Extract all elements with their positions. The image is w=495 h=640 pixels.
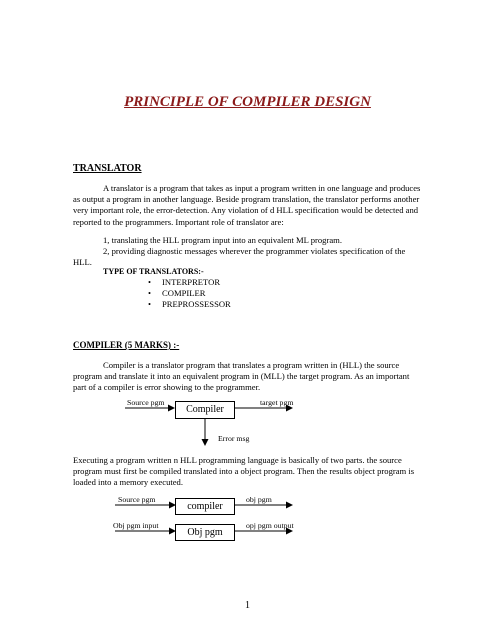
- list-item: • INTERPRETOR: [148, 277, 231, 288]
- types-heading: TYPE OF TRANSLATORS:-: [103, 267, 204, 276]
- compiler-box: Compiler: [175, 401, 235, 419]
- source-pgm-label: Source pgm: [127, 398, 165, 407]
- compiler-paragraph-2: Executing a program written n HLL programming language is basically of two parts. the source program must first be compiled translated into a object program. Then the results object program is loaded into a memory executed.: [73, 455, 415, 488]
- translator-paragraph: A translator is a program that takes as input a program written in one language and produces as output a program in another language. Beside program translation, the translator performs another very important role, the error-detection. Any violation of d HLL specification would be detected and reported to the programmers. Important role of translator are:: [73, 183, 421, 227]
- list-item: • PREPROSSESSOR: [148, 299, 231, 310]
- obj-pgm-box: Obj pgm: [175, 524, 235, 541]
- target-pgm-label: target pgm: [260, 398, 294, 407]
- compiler-paragraph: Compiler is a translator program that translates a program written in (HLL) the source program and translate it into an equivalent program in (MLL) the target program. As an important part of a compiler is error showing to the programmer.: [73, 360, 410, 393]
- translator-point-2-cont: HLL.: [73, 257, 92, 267]
- translator-point-2: 2, providing diagnostic messages wherever the programmer violates specification of the: [103, 246, 406, 256]
- list-item: • COMPILER: [148, 288, 231, 299]
- compiler-box: compiler: [175, 498, 235, 515]
- source-pgm-label: Source pgm: [118, 495, 156, 504]
- page-title: PRINCIPLE OF COMPILER DESIGN: [124, 94, 371, 110]
- obj-pgm-input-label: Obj pgm input: [113, 521, 159, 530]
- translator-point-1: 1, translating the HLL program input into an equivalent ML program.: [103, 235, 342, 245]
- error-msg-label: Error msg: [218, 434, 250, 443]
- obj-pgm-label: obj pgm: [246, 495, 272, 504]
- page-number: 1: [245, 600, 250, 611]
- obj-pgm-output-label: opj pgm output: [246, 521, 294, 530]
- compiler-heading: COMPILER (5 MARKS) :-: [73, 340, 180, 350]
- translator-heading: TRANSLATOR: [73, 163, 142, 174]
